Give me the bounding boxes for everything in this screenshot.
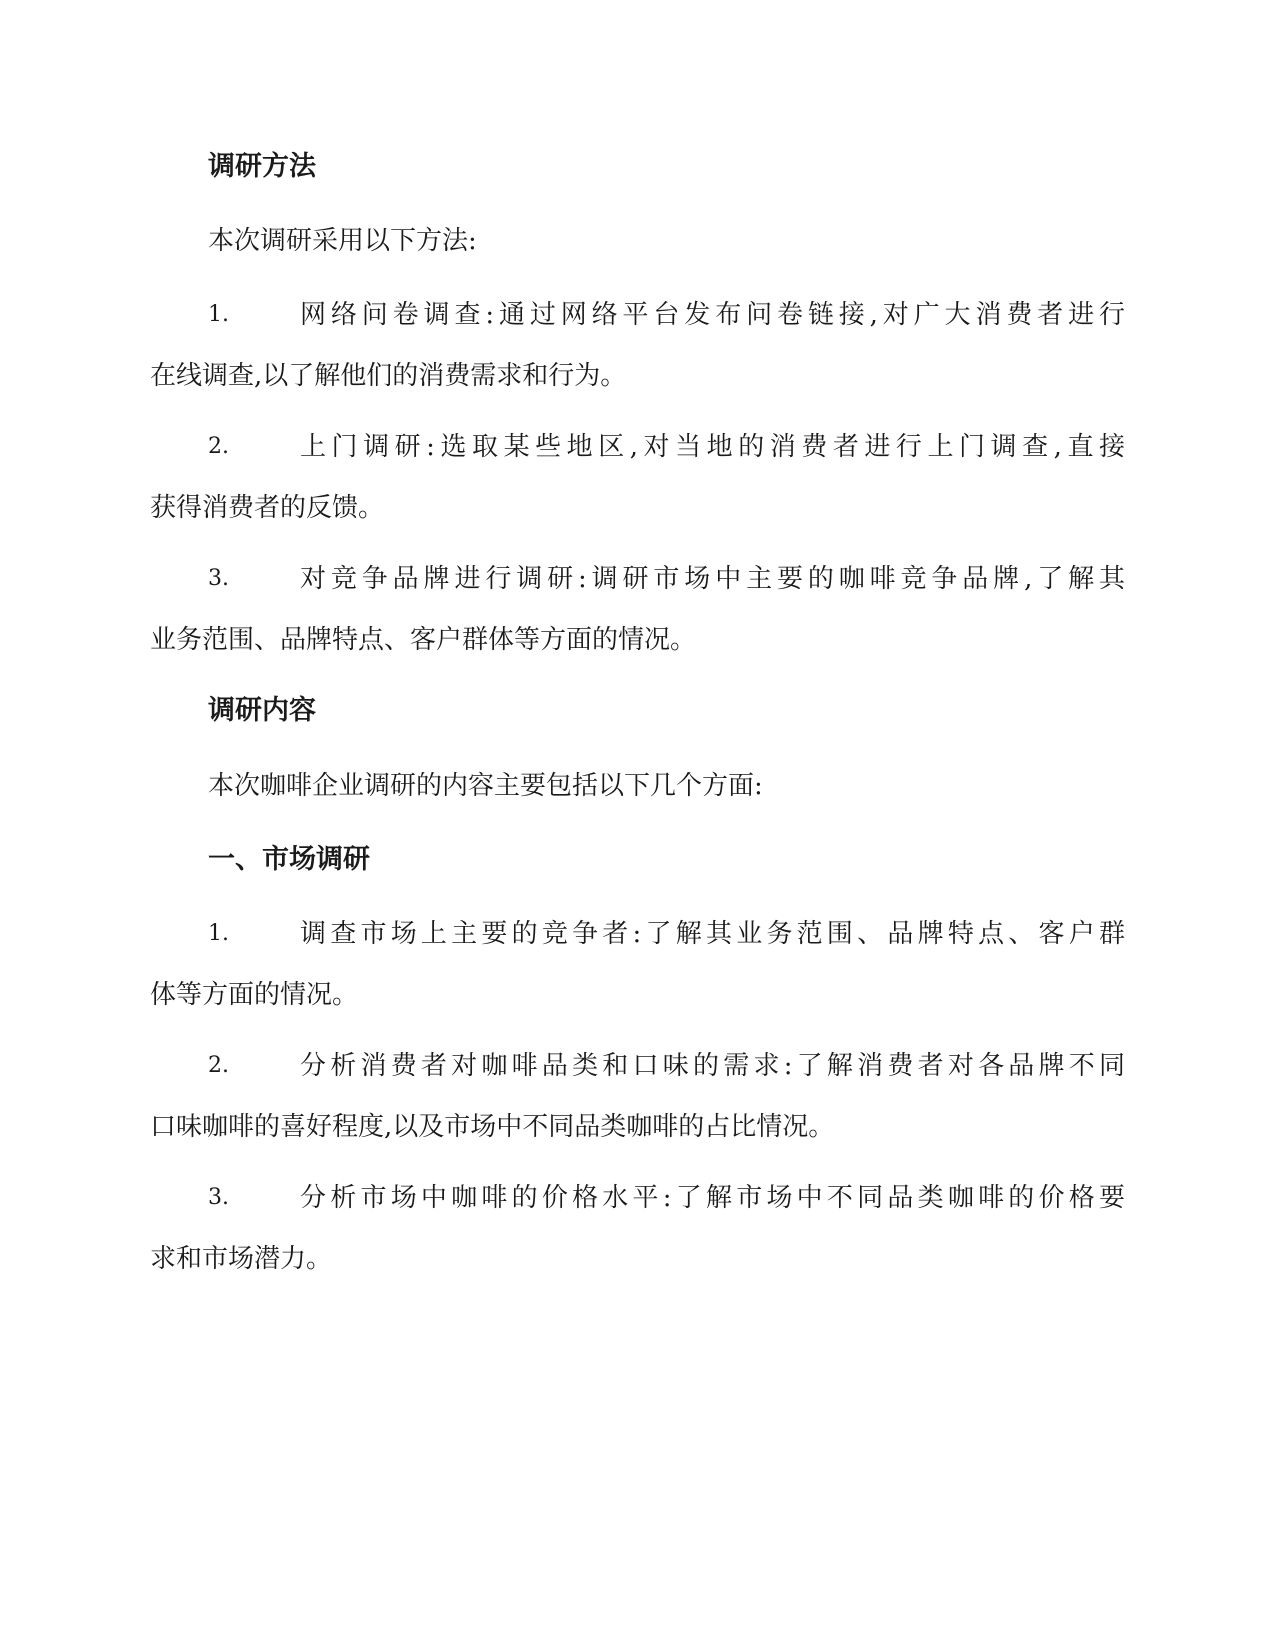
item-number: 1. xyxy=(208,921,229,946)
heading-content: 调研内容 xyxy=(208,695,316,726)
item-text-line1: 分析市场中咖啡的价格水平:了解市场中不同品类咖啡的价格要 xyxy=(300,1183,1125,1213)
item-text-line1: 对竞争品牌进行调研:调研市场中主要的咖啡竞争品牌,了解其 xyxy=(300,564,1125,594)
item-text-line2: 业务范围、品牌特点、客户群体等方面的情况。 xyxy=(150,625,697,655)
item-number: 1. xyxy=(208,302,229,327)
item-text-line2: 体等方面的情况。 xyxy=(150,980,359,1010)
item-text-line1: 分析消费者对咖啡品类和口味的需求:了解消费者对各品牌不同 xyxy=(300,1051,1125,1081)
content-intro: 本次咖啡企业调研的内容主要包括以下几个方面: xyxy=(208,771,763,801)
methods-intro: 本次调研采用以下方法: xyxy=(208,226,477,256)
heading-market-research: 一、市场调研 xyxy=(208,844,370,875)
item-text-line2: 求和市场潜力。 xyxy=(150,1244,333,1274)
item-text-line1: 网络问卷调查:通过网络平台发布问卷链接,对广大消费者进行 xyxy=(300,300,1125,330)
item-number: 3. xyxy=(208,566,229,591)
heading-methods: 调研方法 xyxy=(208,151,316,182)
item-text-line1: 调查市场上主要的竞争者:了解其业务范围、品牌特点、客户群 xyxy=(300,919,1125,949)
item-text-line2: 在线调查,以了解他们的消费需求和行为。 xyxy=(150,361,627,391)
document-page xyxy=(150,0,1125,1650)
item-text-line1: 上门调研:选取某些地区,对当地的消费者进行上门调查,直接 xyxy=(300,432,1125,462)
item-text-line2: 获得消费者的反馈。 xyxy=(150,493,385,523)
item-text-line2: 口味咖啡的喜好程度,以及市场中不同品类咖啡的占比情况。 xyxy=(150,1112,835,1142)
item-number: 2. xyxy=(208,1053,229,1078)
item-number: 2. xyxy=(208,434,229,459)
item-number: 3. xyxy=(208,1185,229,1210)
